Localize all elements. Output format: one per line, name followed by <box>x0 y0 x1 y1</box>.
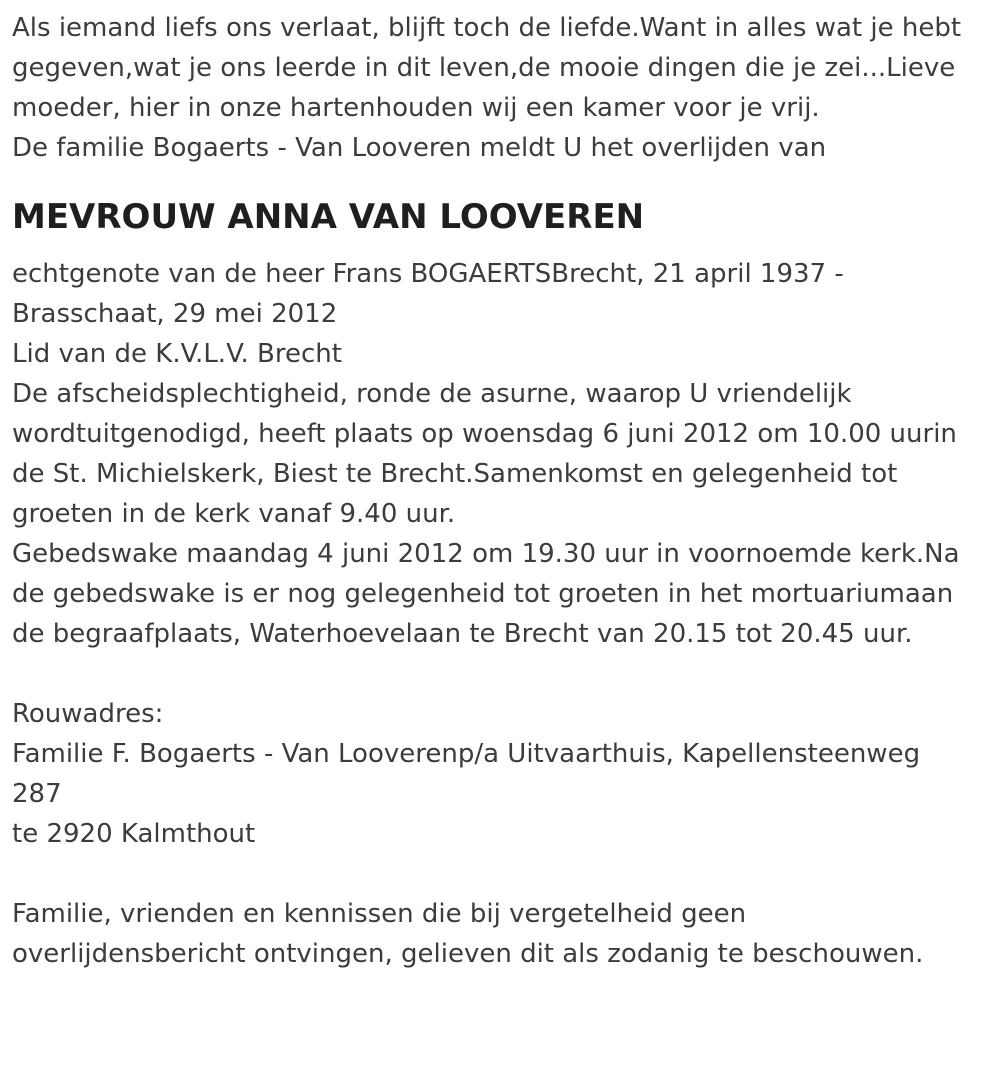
closing-note: Familie, vrienden en kennissen die bij vergetelheid geen overlijdensbericht ontvingen, gelieven dit als zodanig te beschouwen. <box>12 899 924 969</box>
address-line-family: Familie F. Bogaerts - Van Looverenp/a Uitvaarthuis, Kapellensteenweg 287 <box>12 739 921 809</box>
detail-spouse-and-dates: echtgenote van de heer Frans BOGAERTSBrecht, 21 april 1937 - Brasschaat, 29 mei 2012 <box>12 259 844 329</box>
family-announcement: De familie Bogaerts - Van Looveren meldt U het overlijden van <box>12 133 827 163</box>
address-line-city: te 2920 Kalmthout <box>12 819 256 849</box>
detail-prayer-wake: Gebedswake maandag 4 juni 2012 om 19.30 uur in voornoemde kerk.Na de gebedswake is er nog gelegenheid tot groeten in het mortuariumaan de begraafplaats, Waterhoevelaan te Brecht van 20.15 tot 20.45 uur. <box>12 539 960 649</box>
detail-funeral-service: De afscheidsplechtigheid, ronde de asurne, waarop U vriendelijk wordtuitgenodigd, heeft plaats op woensdag 6 juni 2012 om 10.00 uurin de St. Michielskerk, Biest te Brecht.Samenkomst en gelegenheid tot groeten in de kerk vanaf 9.40 uur. <box>12 379 957 529</box>
detail-membership: Lid van de K.V.L.V. Brecht <box>12 339 342 369</box>
intro-verse: Als iemand liefs ons verlaat, blijft toch de liefde.Want in alles wat je hebt gegeven,wat je ons leerde in dit leven,de mooie dingen die je zei...Lieve moeder, hier in onze hartenhouden wij een kamer voor je vrij. <box>12 13 962 123</box>
service-details <box>12 254 972 654</box>
rouwadres-label: Rouwadres: <box>12 699 164 729</box>
mourning-address <box>12 734 972 854</box>
deceased-name-heading: MEVROUW ANNA VAN LOOVEREN <box>12 197 645 237</box>
